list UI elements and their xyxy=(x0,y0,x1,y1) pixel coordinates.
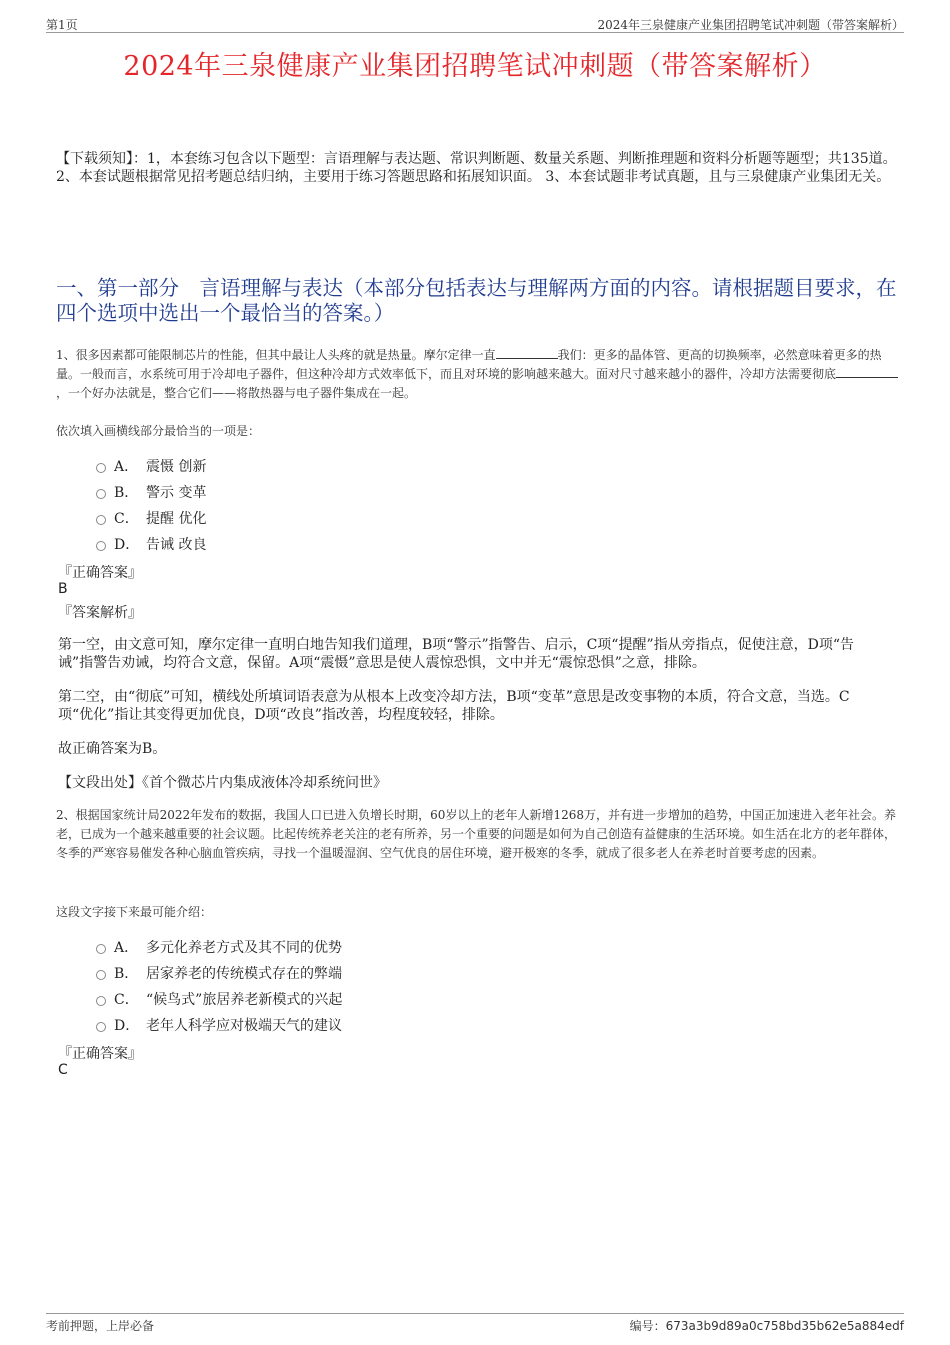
document-title: 2024年三泉健康产业集团招聘笔试冲刺题（带答案解析） xyxy=(123,51,827,82)
question-1-text-part-b: 我们：更多的晶体管、更高的切换频率，必然意味着更多的热量。一般而言，水系统可用于冷却电子器件，但这种冷却方式效率低下，而且对环境的影响越来越大。面对尺寸越来越小的器件，冷却方法需要彻底 xyxy=(56,348,882,381)
question-1-options xyxy=(96,453,206,557)
answer-label: 『正确答案』 xyxy=(58,1046,142,1062)
page-number: 第1页 xyxy=(46,18,78,32)
header-doc-title: 2024年三泉健康产业集团招聘笔试冲刺题（带答案解析） xyxy=(597,18,904,32)
question-2-prompt: 这段文字接下来最可能介绍： xyxy=(56,905,213,919)
radio-icon[interactable] xyxy=(96,463,106,473)
question-2-options xyxy=(96,934,342,1038)
radio-icon[interactable] xyxy=(96,970,106,980)
question-1-text-part-c: ，一个好办法就是，整合它们——将散热器与电子器件集成在一起。 xyxy=(56,386,417,400)
footer-code-label: 编号： xyxy=(629,1319,666,1333)
question-1-text xyxy=(56,346,898,403)
blank-1 xyxy=(496,347,558,359)
page-header xyxy=(46,14,904,33)
blank-2 xyxy=(836,366,898,378)
option-d[interactable]: D． 告诫 改良 xyxy=(96,531,206,557)
answer-label: 『正确答案』 xyxy=(58,565,142,581)
question-1-text-part-a: 1、很多因素都可能限制芯片的性能，但其中最让人头疼的就是热量。摩尔定律一直 xyxy=(56,348,496,362)
footer-code xyxy=(630,1317,904,1334)
option-c[interactable]: C． “候鸟式”旅居养老新模式的兴起 xyxy=(96,986,342,1012)
answer-value: C xyxy=(58,1062,68,1078)
radio-icon[interactable] xyxy=(96,515,106,525)
analysis-conclusion: 故正确答案为B。 xyxy=(58,741,167,757)
option-c[interactable]: C． 提醒 优化 xyxy=(96,505,206,531)
option-a[interactable]: A． 震慑 创新 xyxy=(96,453,206,479)
option-a[interactable]: A． 多元化养老方式及其不同的优势 xyxy=(96,934,342,960)
analysis-paragraph-1: 第一空，由文意可知，摩尔定律一直明白地告知我们道理，B项“警示”指警告、启示，C项“提醒”指从旁指点，促使注意，D项“告诫”指警告劝诫，均符合文意，保留。A项“震慑”意思是使人震惊恐惧，文中并无“震惊恐惧”之意，排除。 xyxy=(58,637,855,671)
question-2-text: 2、根据国家统计局2022年发布的数据，我国人口已进入负增长时期，60岁以上的老年人新增1268万，并有进一步增加的趋势，中国正加速进入老年社会。养老，已成为一个越来越重要的社会议题。比起传统养老关注的老有所养，另一个重要的问题是如何为自己创造有益健康的生活环境。如生活在北方的老年群体，冬季的严寒容易催发各种心脑血管疾病，寻找一个温暖湿润、空气优良的居住环境，避开极寒的冬季，就成了很多老人在养老时首要考虑的因素。 xyxy=(56,808,897,860)
section-title: 一、第一部分 言语理解与表达（本部分包括表达与理解两方面的内容。请根据题目要求，在四个选项中选出一个最恰当的答案。） xyxy=(56,276,897,325)
radio-icon[interactable] xyxy=(96,996,106,1006)
radio-icon[interactable] xyxy=(96,541,106,551)
answer-value: B xyxy=(58,581,68,597)
analysis-label: 『答案解析』 xyxy=(58,605,142,621)
footer-code-value: 673a3b9d89a0c758bd35b62e5a884edf xyxy=(665,1319,904,1333)
download-notice: 【下载须知】：1，本套练习包含以下题型：言语理解与表达题、常识判断题、数量关系题、判断推理题和资料分析题等题型；共135道。 2、本套试题根据常见招考题总结归纳，主要用于练习答题思路和拓展知识面。 3、本套试题非考试真题，且与三泉健康产业集团无关。 xyxy=(56,151,897,185)
radio-icon[interactable] xyxy=(96,944,106,954)
footer-slogan: 考前押题，上岸必备 xyxy=(46,1319,155,1333)
radio-icon[interactable] xyxy=(96,1022,106,1032)
analysis-paragraph-2: 第二空，由“彻底”可知，横线处所填词语表意为从根本上改变冷却方法，B项“变革”意思是改变事物的本质，符合文意，当选。C项“优化”指让其变得更加优良，D项“改良”指改善，均程度较轻，排除。 xyxy=(58,689,850,723)
option-b[interactable]: B． 警示 变革 xyxy=(96,479,206,505)
page-footer xyxy=(46,1313,904,1338)
question-1-prompt: 依次填入画横线部分最恰当的一项是： xyxy=(56,424,261,438)
option-b[interactable]: B． 居家养老的传统模式存在的弊端 xyxy=(96,960,342,986)
radio-icon[interactable] xyxy=(96,489,106,499)
source-citation: 【文段出处】《首个微芯片内集成液体冷却系统问世》 xyxy=(58,775,387,791)
option-d[interactable]: D． 老年人科学应对极端天气的建议 xyxy=(96,1012,342,1038)
